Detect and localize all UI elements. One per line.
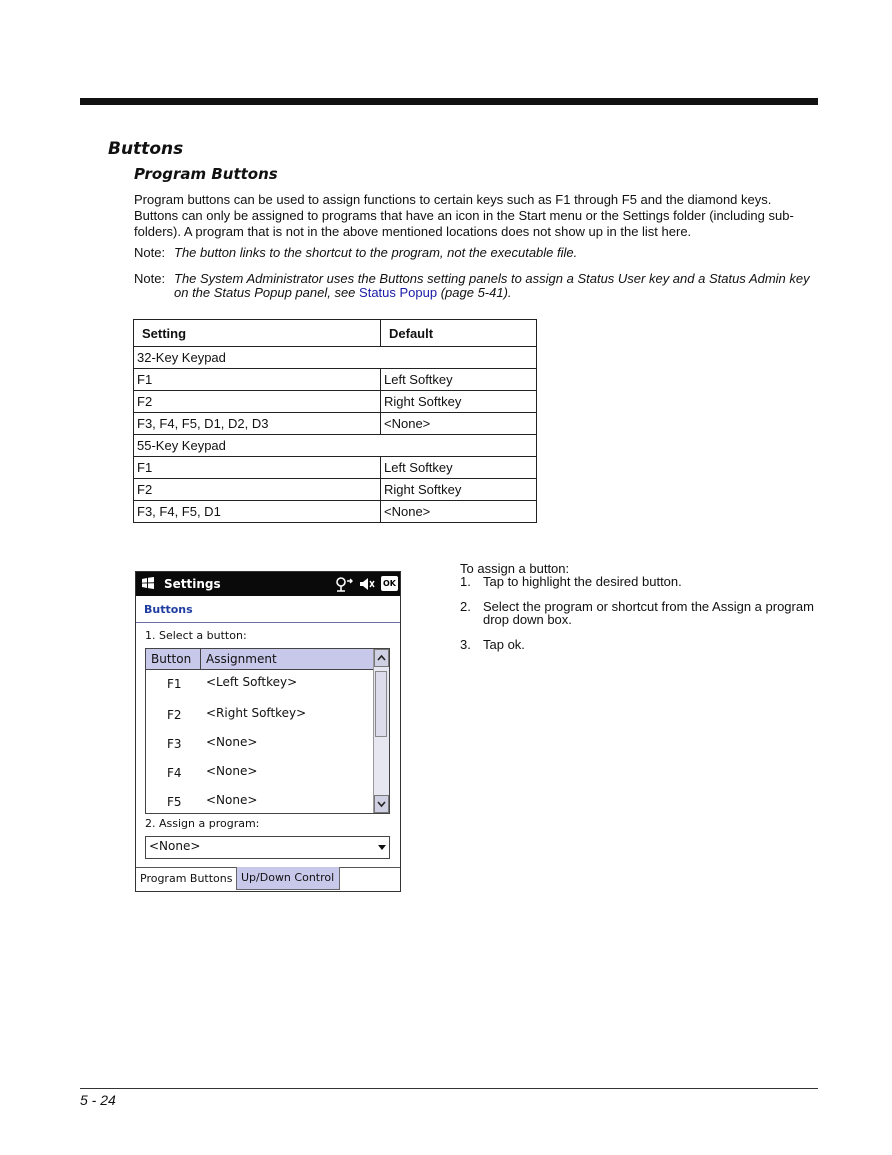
chevron-up-icon [375,650,388,666]
table-group-row [134,347,537,369]
page-number: 5 - 24 [80,1092,116,1108]
list-scrollbar[interactable] [373,649,389,813]
speaker-muted-icon[interactable] [358,576,376,592]
table-cell-default: Left Softkey [381,457,537,479]
table-cell-setting: F2 [134,479,381,501]
note-status-popup [134,272,818,300]
table-cell-setting: F3, F4, F5, D1 [134,501,381,523]
table-cell-setting: F2 [134,391,381,413]
table-cell-setting: F3, F4, F5, D1, D2, D3 [134,413,381,435]
tab-up-down-control[interactable]: Up/Down Control [236,867,340,890]
status-popup-link[interactable]: Status Popup [359,285,438,300]
note-label: Note: [134,245,166,260]
table-group-cell: 55-Key Keypad [134,435,537,457]
list-item-assignment: <None> [206,764,258,778]
connectivity-icon[interactable] [334,576,354,592]
assign-program-dropdown[interactable] [145,836,390,859]
step-number: 2. [460,599,471,614]
table-cell-default: Right Softkey [381,391,537,413]
dropdown-arrow-icon [378,845,386,850]
device-title-bar [136,572,400,596]
instructions [460,562,820,663]
instructions-lead: To assign a button: [460,561,570,576]
windows-flag-icon[interactable] [141,576,155,590]
table-row [134,391,537,413]
table-cell-default: <None> [381,413,537,435]
settings-default-table [133,319,537,523]
instruction-step [460,638,820,651]
table-cell-setting: F1 [134,369,381,391]
list-item-f5[interactable] [146,793,374,813]
table-header-row [134,320,537,347]
table-row [134,501,537,523]
table-row [134,479,537,501]
select-button-label: 1. Select a button: [145,629,247,642]
list-item-button: F1 [167,677,182,691]
tab-program-buttons[interactable]: Program Buttons [140,872,233,885]
dropdown-value: <None> [149,839,201,853]
scroll-up-button[interactable] [374,649,389,667]
note-text-after: (page 5-41). [437,285,512,300]
chevron-down-icon [375,796,388,812]
table-group-row [134,435,537,457]
table-cell-default: <None> [381,501,537,523]
table-row [134,457,537,479]
note-text-before: The System Administrator uses the Buttons setting panels to assign a Status User key and a Status Admin key on the Status Popup panel, see [174,271,810,300]
device-page-header [136,596,400,623]
note-text [174,272,818,300]
device-page-title: Buttons [144,603,193,616]
table-group-cell: 32-Key Keypad [134,347,537,369]
section-title: Buttons [108,139,184,159]
scroll-down-button[interactable] [374,795,389,813]
device-screenshot [135,571,401,892]
list-item-button: F5 [167,795,182,809]
step-number: 3. [460,637,471,652]
list-item-button: F2 [167,708,182,722]
list-item-f2[interactable] [146,706,374,726]
button-list-header [146,649,374,670]
scroll-thumb[interactable] [375,671,387,737]
instructions-list [460,575,820,651]
step-number: 1. [460,574,471,589]
button-list[interactable] [145,648,390,814]
table-cell-default: Left Softkey [381,369,537,391]
subsection-title: Program Buttons [134,165,278,183]
note-label: Note: [134,271,166,286]
list-item-assignment: <None> [206,735,258,749]
column-header-button-label: Button [151,652,192,666]
list-item-assignment: <None> [206,793,258,807]
top-rule [80,98,818,105]
instruction-step [460,600,820,626]
table-row [134,369,537,391]
list-item-f4[interactable] [146,764,374,784]
list-item-button: F3 [167,737,182,751]
table-header-setting: Setting [134,320,381,347]
list-item-assignment: <Left Softkey> [206,675,298,689]
device-tab-bar [136,867,400,892]
device-title: Settings [164,577,221,591]
ok-button[interactable]: OK [381,576,398,591]
assign-program-label: 2. Assign a program: [145,817,260,830]
table-header-default: Default [381,320,537,347]
list-item-f3[interactable] [146,735,374,755]
list-item-button: F4 [167,766,182,780]
instruction-step [460,575,820,588]
note-text: The button links to the shortcut to the program, not the executable file. [174,245,578,260]
step-text: Tap ok. [483,637,525,652]
table-cell-default: Right Softkey [381,479,537,501]
column-header-button[interactable] [146,649,201,669]
bottom-rule [80,1088,818,1089]
step-text: Select the program or shortcut from the Assign a program drop down box. [483,599,814,627]
list-item-assignment: <Right Softkey> [206,706,307,720]
column-header-assignment-label: Assignment [206,652,277,666]
list-item-f1[interactable] [146,675,374,695]
step-text: Tap to highlight the desired button. [483,574,682,589]
note-shortcut [134,246,818,260]
table-cell-setting: F1 [134,457,381,479]
intro-paragraph: Program buttons can be used to assign functions to certain keys such as F1 through F5 and the diamond keys. Buttons can only be assigned to programs that have an icon in the Start menu or the Settings folder (including sub-folders). A program that is not in the above mentioned locations does not show up in the list here. [134,192,794,239]
table-row [134,413,537,435]
